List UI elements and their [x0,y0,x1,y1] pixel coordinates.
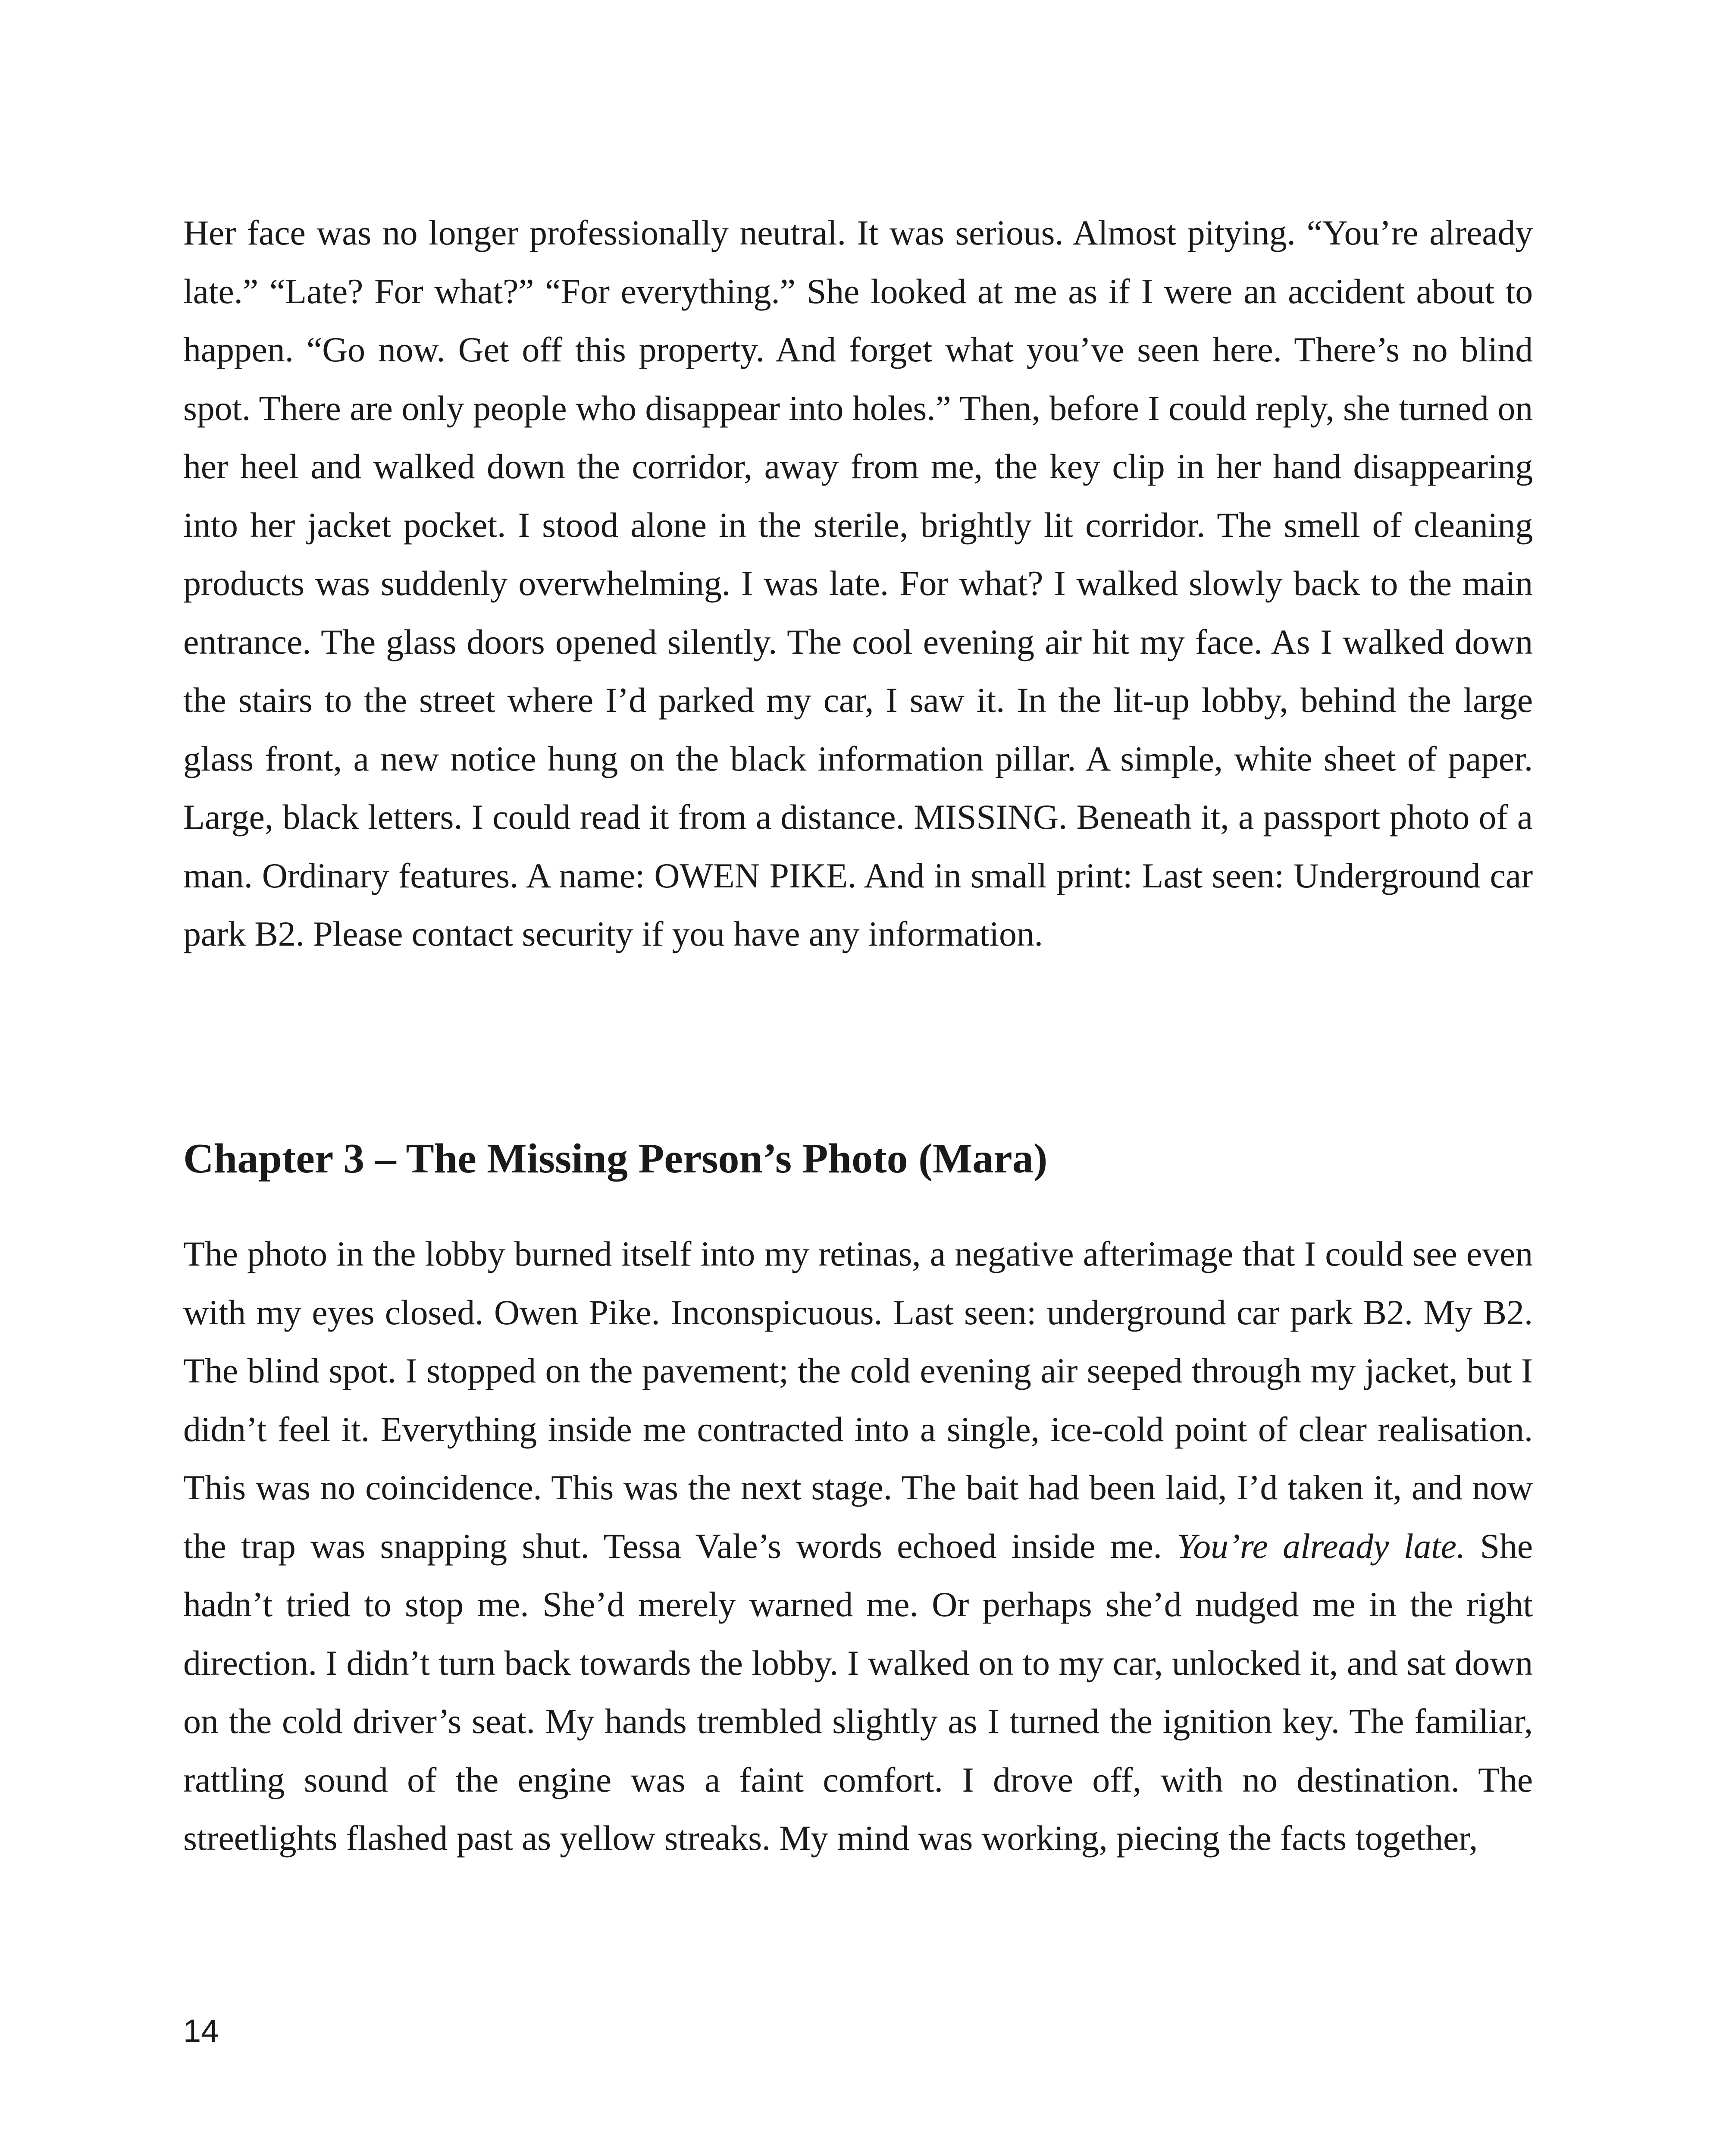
body-paragraph [183,1225,1533,1868]
chapter-heading: Chapter 3 – The Missing Person’s Photo (Mara) [183,1135,1048,1182]
paragraph-text: The photo in the lobby burned itself into my retinas, a negative afterimage that I could see even with my eyes closed. Owen Pike. Inconspicuous. Last seen: underground car park B2. My B2. The blind spot. I stopped on the pavement; the cold evening air seeped through my jacket, but I didn’t feel it. Everything inside me contracted into a single, ice-cold point of clear realisation. This was no coincidence. This was the next stage. The bait had been laid, I’d taken it, and now the trap was snapping shut. Tessa Vale’s words echoed inside me. [183,1234,1533,1566]
italic-quote: You’re already late. [1177,1526,1466,1566]
page-number: 14 [183,2013,219,2049]
paragraph-text: She hadn’t tried to stop me. She’d merely warned me. Or perhaps she’d nudged me in the right direction. I didn’t turn back towards the lobby. I walked on to my car, unlocked it, and sat down on the cold driver’s seat. My hands trembled slightly as I turned the ignition key. The familiar, rattling sound of the engine was a faint comfort. I drove off, with no destination. The streetlights flashed past as yellow streaks. My mind was working, piecing the facts together, [183,1526,1533,1858]
body-paragraph: Her face was no longer professionally neutral. It was serious. Almost pitying. “You’re already late.” “Late? For what?” “For everything.” She looked at me as if I were an accident about to happen. “Go now. Get off this property. And forget what you’ve seen here. There’s no blind spot. There are only people who disappear into holes.” Then, before I could reply, she turned on her heel and walked down the corridor, away from me, the key clip in her hand disappearing into her jacket pocket. I stood alone in the sterile, brightly lit corridor. The smell of cleaning products was suddenly overwhelming. I was late. For what? I walked slowly back to the main entrance. The glass doors opened silently. The cool evening air hit my face. As I walked down the stairs to the street where I’d parked my car, I saw it. In the lit-up lobby, behind the large glass front, a new notice hung on the black information pillar. A simple, white sheet of paper. Large, black letters. I could read it from a distance. MISSING. Beneath it, a passport photo of a man. Ordinary features. A name: OWEN PIKE. And in small print: Last seen: Underground car park B2. Please contact security if you have any information. [183,213,1533,953]
